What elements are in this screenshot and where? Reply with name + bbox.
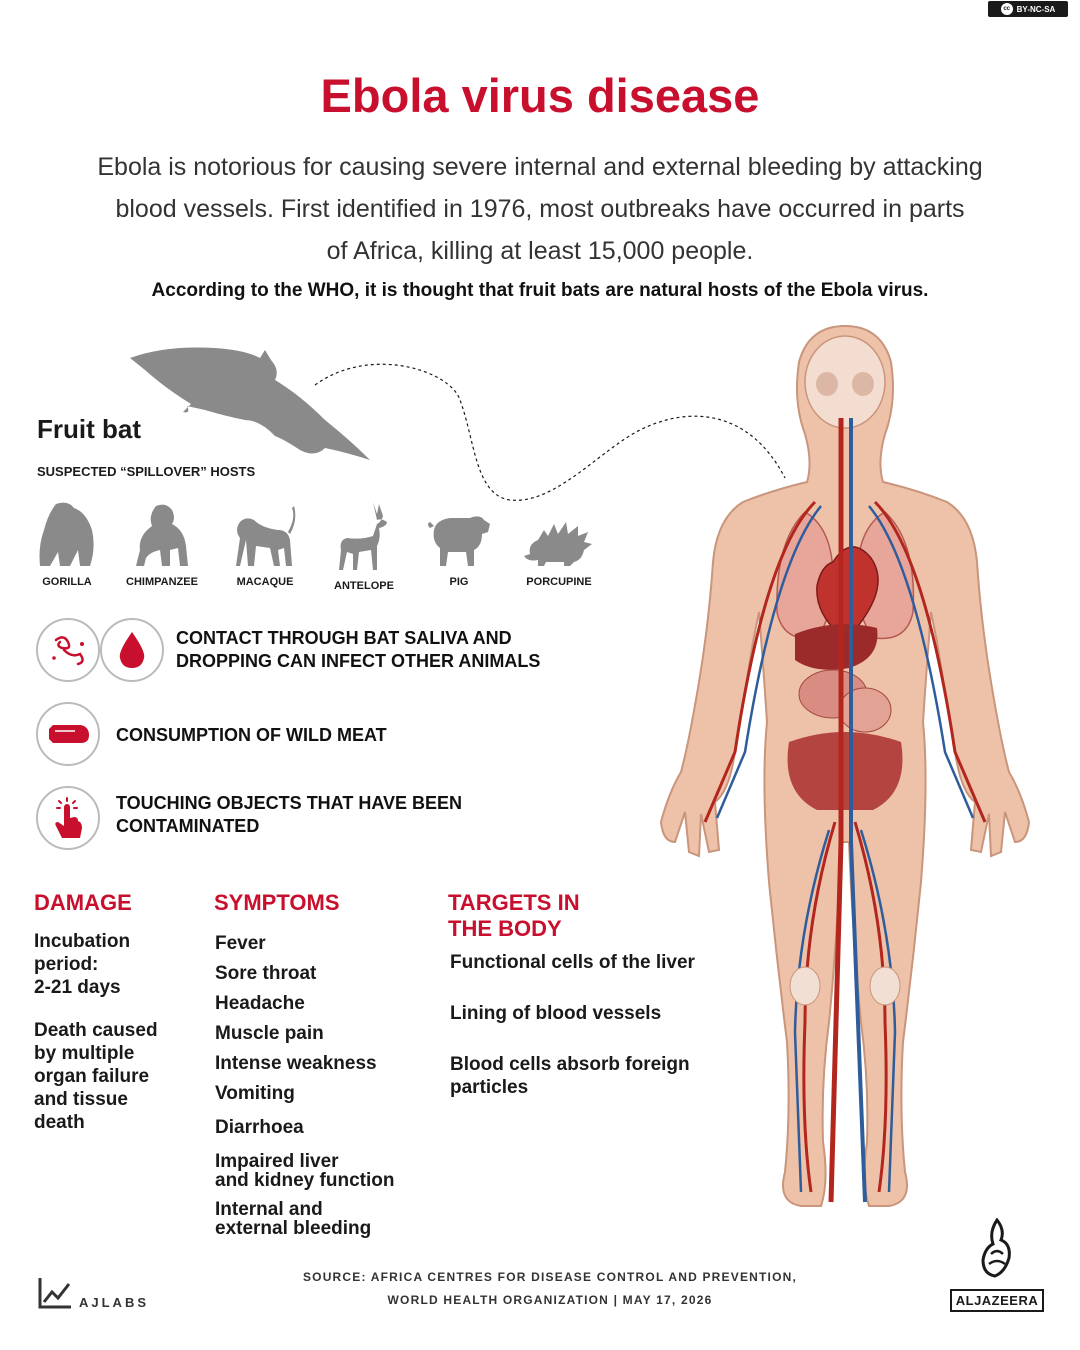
animal-macaque	[230, 500, 300, 588]
aljazeera-text: ALJAZEERA	[950, 1289, 1044, 1312]
human-anatomy-illustration	[655, 322, 1035, 1212]
damage-incubation	[34, 930, 130, 999]
transmission-line: CONTACT THROUGH BAT SALIVA AND	[176, 628, 512, 648]
ajlabs-text: AJLABS	[79, 1295, 150, 1310]
transmission-saliva-text	[176, 627, 540, 673]
symptom-bleeding	[215, 1200, 371, 1238]
animal-antelope	[329, 500, 399, 592]
symptom-item: Diarrhoea	[215, 1117, 304, 1138]
symptom-line: and kidney function	[215, 1170, 395, 1191]
animal-gorilla	[32, 500, 102, 588]
page-title: Ebola virus disease	[320, 69, 760, 122]
symptom-line: Impaired liver	[215, 1151, 339, 1172]
license-badge	[988, 1, 1068, 17]
pig-icon	[426, 500, 492, 568]
gorilla-icon	[34, 500, 100, 568]
transmission-line: CONTAMINATED	[116, 816, 260, 836]
animal-label: ANTELOPE	[334, 580, 394, 592]
damage-line: Death caused	[34, 1020, 158, 1041]
animal-porcupine	[524, 500, 594, 588]
damage-line: Incubation	[34, 931, 131, 952]
symptom-item: Muscle pain	[215, 1023, 324, 1044]
targets-heading-line: THE BODY	[448, 916, 562, 941]
symptom-liver	[215, 1152, 394, 1190]
target-blood-cells	[450, 1053, 690, 1099]
intro-line-1: Ebola is notorious for causing severe internal and external bleeding by attacking	[97, 153, 983, 181]
spillover-label: SUSPECTED “SPILLOVER” HOSTS	[37, 464, 256, 479]
chimpanzee-icon	[128, 500, 194, 568]
animal-label: PIG	[449, 576, 469, 588]
ajlabs-logo	[37, 1276, 149, 1310]
damage-line: by multiple	[34, 1043, 135, 1064]
target-liver: Functional cells of the liver	[450, 952, 695, 973]
transmission-meat-text	[116, 724, 387, 747]
antelope-icon	[331, 500, 397, 572]
source-note	[200, 1266, 900, 1312]
source-line-1: SOURCE: AFRICA CENTRES FOR DISEASE CONTROL AND PREVENTION,	[302, 1270, 798, 1284]
intro-line-2: blood vessels. First identified in 1976, most outbreaks have occurred in parts	[115, 195, 965, 223]
intro-line-3: of Africa, killing at least 15,000 people.	[326, 237, 754, 265]
porcupine-icon	[524, 500, 594, 568]
aljazeera-emblem-icon	[975, 1218, 1019, 1280]
animal-chimpanzee	[126, 500, 196, 588]
symptom-line: external bleeding	[215, 1218, 372, 1239]
symptom-item: Sore throat	[215, 963, 317, 984]
symptoms-list	[215, 929, 377, 1109]
bat-label: Fruit bat	[37, 414, 141, 444]
animal-label: MACAQUE	[236, 576, 294, 588]
damage-death	[34, 1019, 158, 1134]
transmission-line: DROPPING CAN INFECT OTHER ANIMALS	[176, 651, 541, 671]
touch-icon-wrap	[36, 786, 100, 850]
target-line: particles	[450, 1077, 529, 1098]
source-line-2: WORLD HEALTH ORGANIZATION | MAY 17, 2026	[387, 1293, 713, 1307]
touch-hand-icon	[50, 796, 86, 840]
symptom-item: Fever	[215, 933, 266, 954]
damage-line: death	[34, 1112, 85, 1133]
meat-icon-wrap	[36, 702, 100, 766]
damage-heading: DAMAGE	[34, 890, 132, 915]
blood-drop-icon-wrap	[100, 618, 164, 682]
macaque-icon	[232, 500, 298, 568]
animal-label: GORILLA	[42, 576, 92, 588]
who-note: According to the WHO, it is thought that fruit bats are natural hosts of the Ebola virus.	[151, 280, 929, 301]
targets-heading-line: TARGETS IN	[448, 890, 580, 915]
symptom-item: Vomiting	[215, 1083, 295, 1104]
transmission-touch-text	[116, 792, 462, 838]
intro-text	[40, 146, 1040, 272]
blood-drop-icon	[116, 630, 148, 670]
damage-line: 2-21 days	[34, 977, 121, 998]
symptom-line: Internal and	[215, 1199, 323, 1220]
license-text: BY-NC-SA	[1016, 4, 1056, 14]
aljazeera-logo	[950, 1218, 1044, 1312]
animal-label: PORCUPINE	[526, 576, 592, 588]
symptoms-heading: SYMPTOMS	[214, 890, 340, 915]
damage-line: organ failure	[34, 1066, 150, 1087]
damage-line: period:	[34, 954, 99, 975]
symptom-item: Intense weakness	[215, 1053, 377, 1074]
cc-icon: cc	[1001, 3, 1013, 15]
transmission-line: CONSUMPTION OF WILD MEAT	[116, 725, 387, 745]
ajlabs-chart-icon	[37, 1276, 73, 1310]
target-vessels: Lining of blood vessels	[450, 1003, 662, 1024]
animal-pig	[424, 500, 494, 588]
animal-label: CHIMPANZEE	[126, 576, 198, 588]
damage-line: and tissue	[34, 1089, 128, 1110]
transmission-line: TOUCHING OBJECTS THAT HAVE BEEN	[116, 793, 463, 813]
saliva-icon-wrap	[36, 618, 100, 682]
meat-icon	[45, 721, 91, 747]
saliva-icon	[46, 632, 90, 668]
targets-heading	[448, 890, 580, 942]
symptom-item: Headache	[215, 993, 305, 1014]
target-line: Blood cells absorb foreign	[450, 1054, 690, 1075]
